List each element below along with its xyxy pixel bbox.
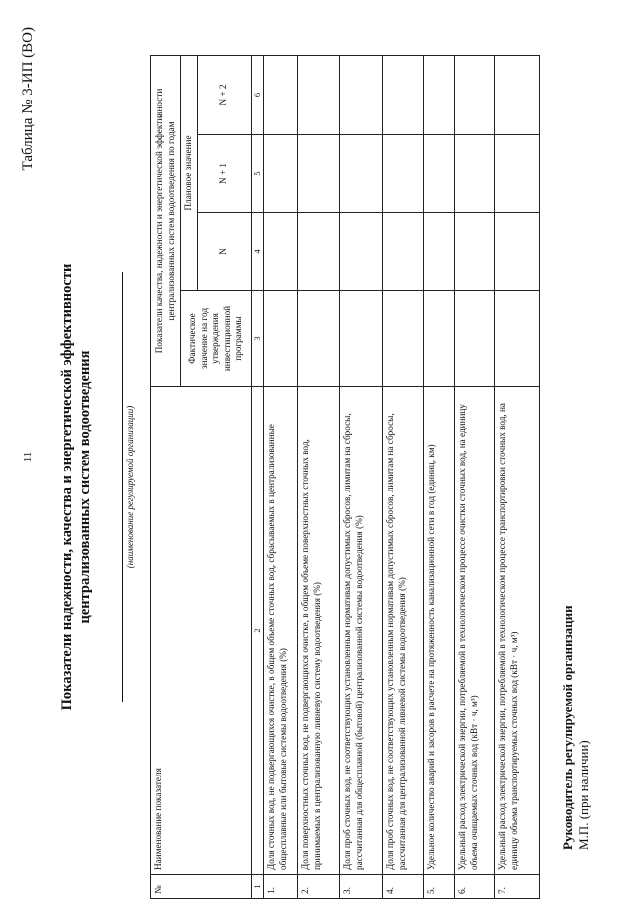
table-row <box>455 55 495 898</box>
cell-year-n1[interactable] <box>424 135 455 213</box>
cell-actual[interactable] <box>264 291 298 387</box>
cell-year-n2[interactable] <box>455 55 495 134</box>
cell-year-n[interactable] <box>264 213 298 291</box>
cell-year-n[interactable] <box>340 213 383 291</box>
row-number: 1. <box>264 875 298 899</box>
row-number: 4. <box>383 875 424 899</box>
table-row <box>424 55 455 898</box>
row-number: 5. <box>424 875 455 899</box>
table-row <box>495 55 540 898</box>
column-number: 5 <box>251 135 264 213</box>
column-number: 1 <box>251 875 264 899</box>
table-row <box>298 55 340 898</box>
row-number: 3. <box>340 875 383 899</box>
cell-actual[interactable] <box>383 291 424 387</box>
header-year-n1: N + 1 <box>197 135 251 213</box>
cell-year-n[interactable] <box>424 213 455 291</box>
organization-caption: (наименование регулируемой организации) <box>125 405 135 569</box>
cell-actual[interactable] <box>340 291 383 387</box>
cell-year-n1[interactable] <box>298 135 340 213</box>
indicator-name: Доля поверхностных сточных вод, не подвергающихся очистке, в общем объеме поверхностных сточных вод, принимаемых в централизованную ливневую систему водоотведения (%) <box>298 387 340 875</box>
column-number: 4 <box>251 213 264 291</box>
row-number: 2. <box>298 875 340 899</box>
cell-year-n[interactable] <box>298 213 340 291</box>
cell-year-n2[interactable] <box>340 55 383 134</box>
table-row <box>340 55 383 898</box>
header-indicator-name: Наименование показателя <box>151 387 252 875</box>
column-number: 2 <box>251 387 264 875</box>
header-year-n: N <box>197 213 251 291</box>
header-actual-value: Фактическое значение на год утверждения инвестиционной программы <box>181 291 252 387</box>
cell-year-n[interactable] <box>383 213 424 291</box>
cell-year-n1[interactable] <box>455 135 495 213</box>
cell-year-n2[interactable] <box>298 55 340 134</box>
cell-year-n1[interactable] <box>495 135 540 213</box>
organization-name-line <box>122 272 123 702</box>
document-title <box>58 177 94 797</box>
row-number: 7. <box>495 875 540 899</box>
cell-year-n1[interactable] <box>383 135 424 213</box>
indicator-name: Удельный расход электрической энергии, потребляемой в технологическом процессе транспортировки сточных вод, на единицу объема транспортируемых сточных вод (кВт · ч, м³) <box>495 387 540 875</box>
table-row <box>264 55 298 898</box>
indicator-name: Удельный расход электрической энергии, потребляемой в технологическом процессе очистки сточных вод, на единицу объема очищаемых сточных вод (кВт · ч, м³) <box>455 387 495 875</box>
cell-year-n[interactable] <box>495 213 540 291</box>
title-line-1: Показатели надежности, качества и энергетической эффективности <box>59 263 75 711</box>
cell-year-n2[interactable] <box>495 55 540 134</box>
row-number: 6. <box>455 875 495 899</box>
title-line-2: централизованных систем водоотведения <box>77 350 93 624</box>
head-of-organization-label: Руководитель регулируемой организации <box>560 605 575 850</box>
cell-year-n[interactable] <box>455 213 495 291</box>
stamp-note: М.П. (при наличии) <box>576 740 591 850</box>
indicator-name: Удельное количество аварий и засоров в расчете на протяженность канализационной сети в год (единиц, км) <box>424 387 455 875</box>
table-number: Таблица № 3-ИП (ВО) <box>20 27 36 171</box>
cell-actual[interactable] <box>455 291 495 387</box>
cell-year-n2[interactable] <box>383 55 424 134</box>
cell-actual[interactable] <box>298 291 340 387</box>
cell-year-n2[interactable] <box>424 55 455 134</box>
indicators-table <box>150 56 540 899</box>
column-numbers-row <box>251 55 264 898</box>
cell-actual[interactable] <box>424 291 455 387</box>
header-num: № <box>151 875 252 899</box>
cell-actual[interactable] <box>495 291 540 387</box>
column-number: 3 <box>251 291 264 387</box>
indicator-name: Доля сточных вод, не подвергающихся очистке, в общем объеме сточных вод, сбрасываемых в централизованные общесплавные или бытовые системы водоотведения (%) <box>264 387 298 875</box>
header-year-n2: N + 2 <box>197 55 251 134</box>
cell-year-n1[interactable] <box>264 135 298 213</box>
header-planned-value: Плановое значение <box>181 55 198 290</box>
page-number: 11 <box>22 451 34 463</box>
cell-year-n1[interactable] <box>340 135 383 213</box>
cell-year-n2[interactable] <box>264 55 298 134</box>
indicator-name: Доля проб сточных вод, не соответствующих установленным нормативам допустимых сбросов, лимитам на сбросы, рассчитанная для общесплавной (бытовой) централизованной системы водоотведения (%) <box>340 387 383 875</box>
header-indicators-by-year: Показатели качества, надежности и энергетической эффективности централизованных систем водоотведения по годам <box>151 55 181 386</box>
indicator-name: Доля проб сточных вод, не соответствующих установленным нормативам допустимых сбросов, лимитам на сбросы, рассчитанная для централизованной ливневой системы водоотведения (%) <box>383 387 424 875</box>
column-number: 6 <box>251 55 264 134</box>
table-row <box>383 55 424 898</box>
